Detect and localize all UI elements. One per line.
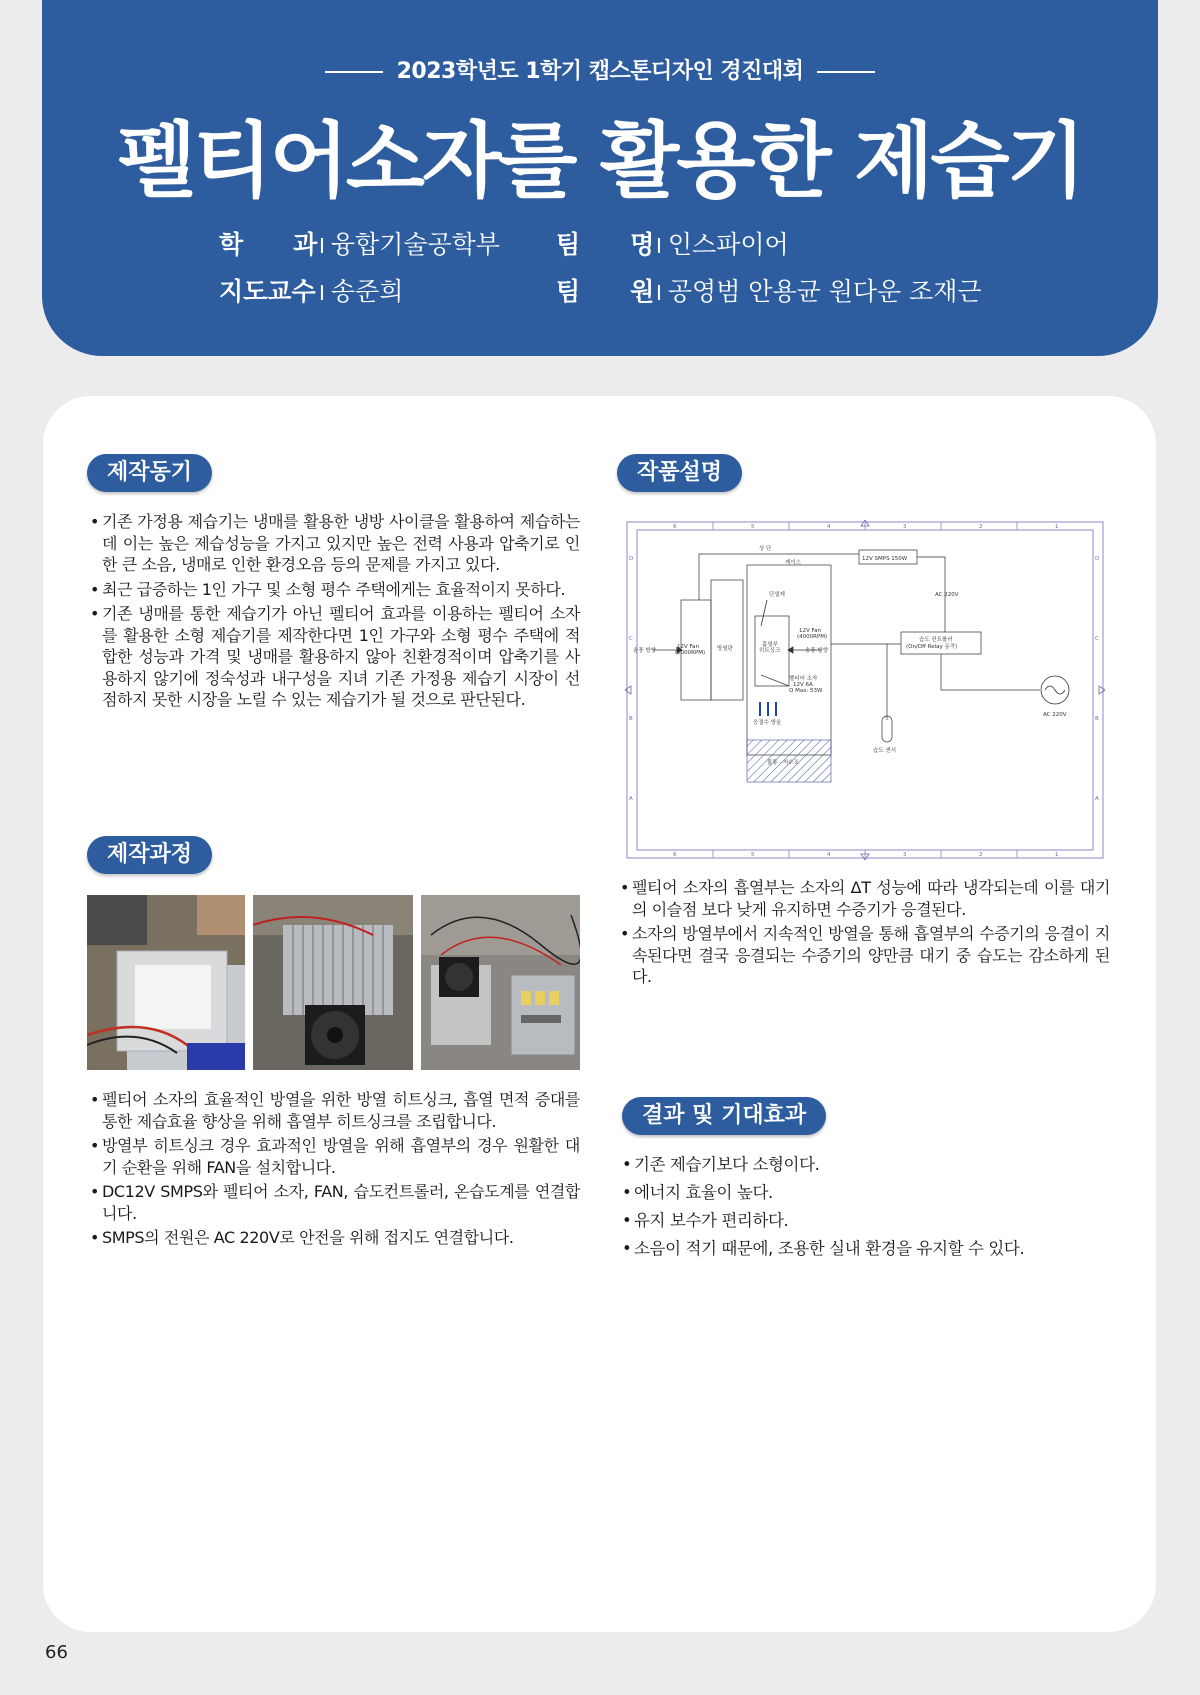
row-label: D — [629, 556, 634, 562]
list-item: • 소자의 방열부에서 지속적인 방열을 통해 흡열부의 수증기의 응결이 지속된다면 결국 응결되는 수증기의 양만큼 대기 중 습도는 감소하게 된다. — [620, 923, 1110, 988]
col-label: 5 — [751, 852, 755, 858]
separator: I — [319, 281, 325, 305]
smps-label: 12V SMPS 150W — [862, 556, 908, 562]
team-name-row — [556, 222, 982, 269]
list-item: • 유지 보수가 편리하다. — [622, 1210, 1112, 1231]
photo-smps-wiring — [421, 895, 580, 1070]
sensor-label: 습도 센서 — [873, 748, 897, 754]
department-value: 융합기술공학부 — [330, 230, 500, 259]
team-name-label: 팀 명 — [556, 230, 655, 259]
airflow-out-label: 송풍 방향 — [805, 648, 829, 654]
photo-fan-heatsink — [253, 895, 413, 1070]
results-list — [622, 1154, 1112, 1266]
airflow-in-label: 송풍 방향 — [633, 648, 657, 654]
col-label: 4 — [827, 852, 831, 858]
col-label: 1 — [1055, 524, 1059, 530]
info-right — [556, 222, 982, 316]
col-label: 4 — [827, 524, 831, 530]
list-item: • 소음이 적기 때문에, 조용한 실내 환경을 유지할 수 있다. — [622, 1238, 1112, 1259]
list-item: • 최근 급증하는 1인 가구 및 소형 평수 주택에게는 효율적이지 못하다. — [90, 579, 580, 601]
list-item: • 기존 냉매를 통한 제습기가 아닌 펠티어 효과를 이용하는 펠티어 소자를 활용한 소형 제습기를 제작한다면 1인 가구와 소형 평수 주택에 적합한 성능과 가격 및 냉매를 활용하지 않아 친환경적이며 압축기를 사용하지 않기에 정숙성과 내구성을 지녀 기존 가정용 제습기 시장이 선점하지 못한 시장을 노릴 수 있는 제습기가 될 것으로 판단된다. — [90, 603, 580, 711]
divider-right — [817, 71, 875, 73]
circuit-diagram — [625, 520, 1105, 860]
row-label: D — [1095, 556, 1100, 562]
department-label: 학 과 — [219, 230, 318, 259]
process-list — [90, 1089, 580, 1252]
col-label: 5 — [751, 524, 755, 530]
contest-text: 2023학년도 1학기 캡스톤디자인 경진대회 — [396, 59, 804, 84]
col-label: 6 — [673, 524, 677, 530]
motivation-heading: 제작동기 — [87, 454, 212, 492]
water-label: 물통 · 저수조 — [767, 760, 799, 766]
separator: I — [656, 281, 662, 305]
page-number: 66 — [45, 1642, 68, 1663]
ac-label: AC 220V — [1043, 712, 1067, 718]
list-item: • 펠티어 소자의 흡열부는 소자의 ΔT 성능에 따라 냉각되는데 이를 대기의 이슬점 보다 낮게 유지하면 수증기가 응결된다. — [620, 877, 1110, 920]
description-heading: 작품설명 — [617, 454, 742, 492]
team-members-label: 팀 원 — [556, 277, 655, 306]
results-heading: 결과 및 기대효과 — [622, 1097, 826, 1135]
case-label: 케이스 — [785, 560, 801, 566]
col-label: 2 — [979, 524, 983, 530]
separator: I — [319, 234, 325, 258]
peltier-spec1: 12V 6A — [793, 682, 813, 688]
fan-right-label: 12V Fan — [799, 628, 822, 634]
divider-left — [325, 71, 383, 73]
insulation-label: 단열재 — [769, 592, 785, 598]
list-item: • 펠티어 소자의 효율적인 방열을 위한 방열 히트싱크, 흡열 면적 증대를 통한 제습효율 향상을 위해 흡열부 히트싱크를 조립합니다. — [90, 1089, 580, 1132]
info-left — [219, 222, 500, 316]
advisor-row — [219, 269, 500, 316]
list-item: • SMPS의 전원은 AC 220V로 안전을 위해 접지도 연결합니다. — [90, 1227, 580, 1249]
ac-top-label: AC 220V — [935, 592, 959, 598]
advisor-label: 지도교수 — [219, 277, 316, 306]
row-label: C — [1095, 636, 1099, 642]
separator: I — [656, 234, 662, 258]
process-photos — [87, 895, 580, 1070]
row-label: A — [629, 796, 633, 802]
row-label: B — [1095, 716, 1099, 722]
process-heading: 제작과정 — [87, 836, 212, 874]
project-title: 펠티어소자를 활용한 제습기 — [117, 114, 1083, 209]
department-row — [219, 222, 500, 269]
col-label: 1 — [1055, 852, 1059, 858]
absorber-sub-label: 히트싱크 — [759, 648, 781, 654]
top-label: 상 단 — [759, 546, 772, 552]
row-label: A — [1095, 796, 1099, 802]
row-label: C — [629, 636, 633, 642]
absorber-label: 흡열부 — [762, 642, 778, 648]
peltier-label: 펠티어 소자 — [789, 676, 818, 682]
fan-left-label: 12V Fan — [677, 644, 700, 650]
contest-title — [42, 54, 1158, 85]
advisor-value: 송준희 — [330, 277, 404, 306]
col-label: 3 — [903, 524, 907, 530]
fan-right-rpm: (4000RPM) — [797, 634, 828, 640]
col-label: 2 — [979, 852, 983, 858]
fan-left-rpm: (2000RPM) — [675, 650, 706, 656]
list-item: • 기존 가정용 제습기는 냉매를 활용한 냉방 사이클을 활용하여 제습하는데 이는 높은 제습성능을 가지고 있지만 높은 전력 사용과 압축기로 인한 큰 소음, 냉매로 인한 환경오음 등의 문제를 가지고 있다. — [90, 511, 580, 576]
list-item: • DC12V SMPS와 펠티어 소자, FAN, 습도컨트롤러, 온습도계를 연결합니다. — [90, 1181, 580, 1224]
description-list — [620, 877, 1110, 991]
header-banner — [42, 0, 1158, 356]
motivation-list — [90, 511, 580, 714]
list-item: • 기존 제습기보다 소형이다. — [622, 1154, 1112, 1175]
list-item: • 방열부 히트싱크 경우 효과적인 방열을 위해 흡열부의 경우 원활한 대기 순환을 위해 FAN을 설치합니다. — [90, 1135, 580, 1178]
col-label: 3 — [903, 852, 907, 858]
controller-label: 습도 컨트롤러 — [919, 637, 953, 643]
peltier-spec2: Q Max: 53W — [789, 688, 823, 694]
condense-label: 응결수 방울 — [753, 720, 782, 726]
team-name-value: 인스파이어 — [667, 230, 789, 259]
radiator-label: 방열판 — [717, 646, 733, 652]
team-members-row — [556, 269, 982, 316]
row-label: B — [629, 716, 633, 722]
list-item: • 에너지 효율이 높다. — [622, 1182, 1112, 1203]
team-members-value: 공영범 안용균 원다운 조재근 — [667, 277, 982, 306]
relay-label: (On/Off Relay 동작) — [906, 644, 958, 650]
photo-peltier-heatsink — [87, 895, 245, 1070]
col-label: 6 — [673, 852, 677, 858]
